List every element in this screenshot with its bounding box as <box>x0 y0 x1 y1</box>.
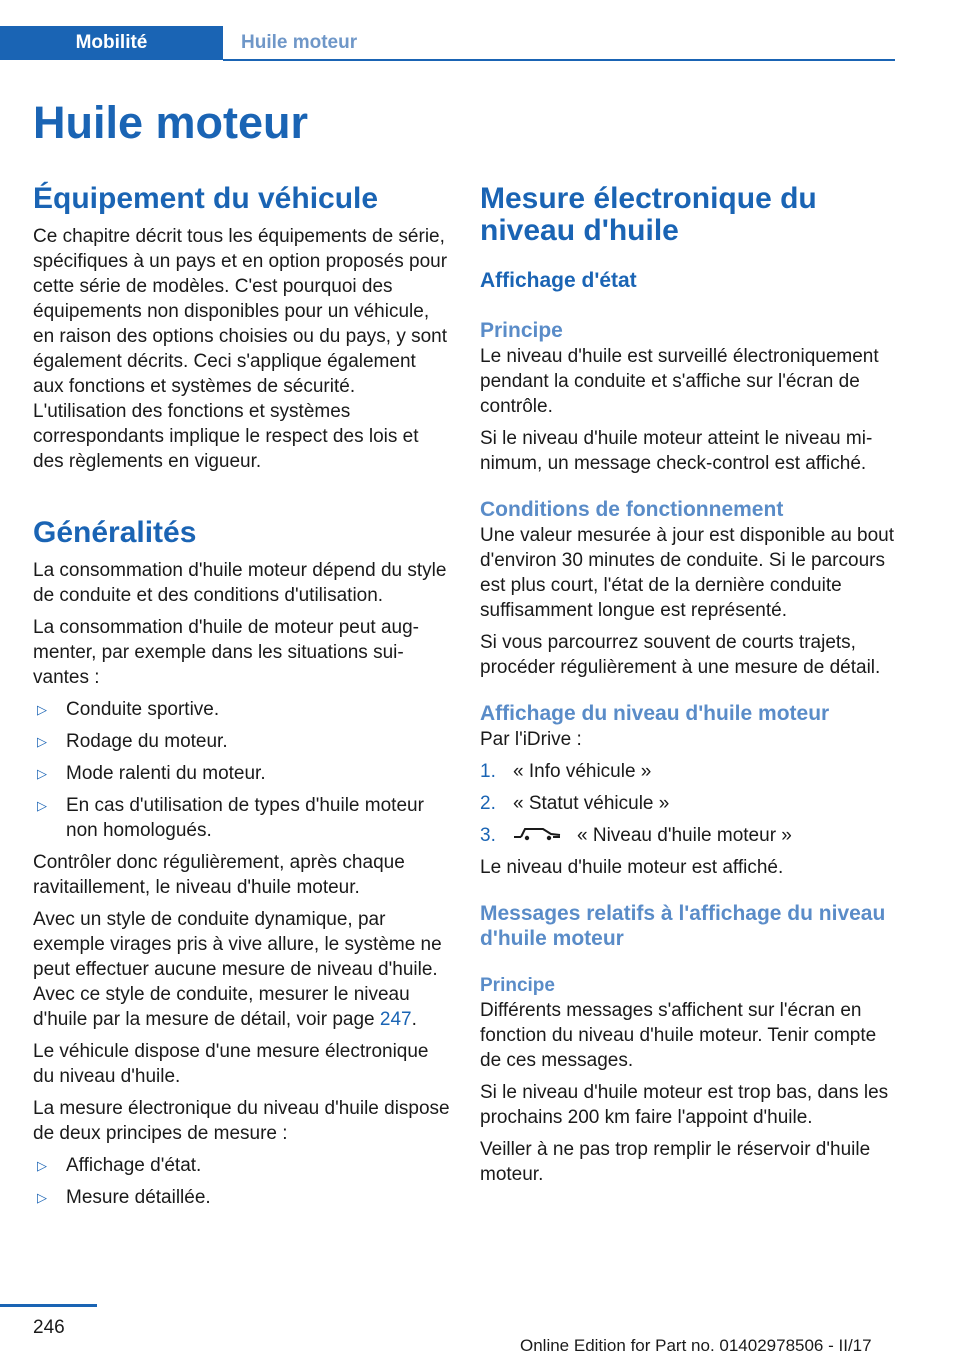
general-paragraph-1: La consommation d'huile moteur dépend du style de conduite et des conditions d'utilisation. <box>33 560 447 606</box>
principles-list <box>33 1153 451 1210</box>
principle-heading: Principe <box>480 319 563 342</box>
header-rule <box>223 59 895 61</box>
triangle-bullet-icon: ▷ <box>37 798 47 813</box>
principle-paragraph-1: Le niveau d'huile est surveillé électroniquement pendant la conduite et s'affiche sur l'écran de contrôle. <box>480 346 879 417</box>
principle-heading-2: Principe <box>480 975 555 997</box>
list-item: ▷ Rodage du moteur. <box>37 731 228 752</box>
status-display-heading: Affichage d'état <box>480 269 637 292</box>
list-item: ▷ Mesure détaillée. <box>37 1187 211 1208</box>
conditions-heading: Conditions de fonctionnement <box>480 498 784 521</box>
header-section-tab: Mobilité <box>0 26 223 60</box>
car-icon <box>513 823 561 848</box>
list-item: ▷ En cas d'utilisation de types d'huile moteur non homologués. <box>37 795 424 841</box>
messages-heading: Messages relatifs à l'affichage du niveau d'huile moteur <box>480 902 886 951</box>
triangle-bullet-icon: ▷ <box>37 1158 47 1173</box>
page-reference-link[interactable]: 247 <box>379 1009 412 1030</box>
footer-rule <box>0 1304 97 1307</box>
conditions-paragraph-1: Une valeur mesurée à jour est disponible au bout d'environ 30 minutes de conduite. Si le parcours est plus court, l'état de la dernière conduite suffisamment longue est représenté. <box>480 525 895 621</box>
oil-level-display-heading: Affichage du niveau d'huile moteur <box>480 702 830 725</box>
edition-note: Online Edition for Part no. 01402978506 - II/17 <box>520 1336 872 1355</box>
equipment-heading: Équipement du véhicule <box>33 182 379 215</box>
messages-paragraph-2: Si le niveau d'huile moteur est trop bas, dans les prochains 200 km faire l'appoint d'huile. <box>480 1082 889 1129</box>
step-item: 1. « Info véhicule » <box>480 761 652 782</box>
list-item: ▷ Mode ralenti du moteur. <box>37 763 266 784</box>
triangle-bullet-icon: ▷ <box>37 1190 47 1205</box>
page-title: Huile moteur <box>33 97 309 148</box>
principle-paragraph-2: Si le niveau d'huile moteur atteint le niveau minimum, un message check-control est affiché. <box>480 428 873 474</box>
step-item: 3. « Niveau d'huile moteur » <box>480 823 898 848</box>
idrive-steps <box>480 759 898 848</box>
general-heading: Généralités <box>33 516 197 549</box>
general-paragraph-4: Avec un style de conduite dynamique, par exemple virages pris à vive allure, le système ne peut effectuer aucune mesure de niveau d'huile. Avec ce style de conduite, mesurer le niveau d'huile par la mesure de détail, voir page 247. <box>33 909 442 1030</box>
situations-list <box>33 697 451 843</box>
general-paragraph-6: La mesure électronique du niveau d'huile dispose de deux principes de mesure : <box>33 1098 450 1144</box>
page-number: 246 <box>33 1317 65 1338</box>
equipment-text: Ce chapitre décrit tous les équipements de série, spécifiques à un pays et en option proposés pour cette série de modèles. C'est pourquoi des équipements non disponibles pour un véhicule, en raison des options choisies ou du pays, y sont également décrits. Ceci s'applique également aux fonctions et systèmes de sécurité. L'utilisation des fonctions et systèmes correspondants implique le respect des lois et des règlements en vigueur. <box>33 226 448 472</box>
general-paragraph-5: Le véhicule dispose d'une mesure électronique du niveau d'huile. <box>33 1041 429 1087</box>
measurement-heading: Mesure électronique du niveau d'huile <box>480 182 817 247</box>
list-item: ▷ Affichage d'état. <box>37 1155 202 1176</box>
left-column <box>33 183 451 1210</box>
general-paragraph-2: La consommation d'huile de moteur peut augmenter, par exemple dans les situations suivantes : <box>33 617 419 688</box>
oil-level-shown-text: Le niveau d'huile moteur est affiché. <box>480 857 784 879</box>
messages-paragraph-1: Différents messages s'affichent sur l'écran en fonction du niveau d'huile moteur. Tenir compte de ces messages. <box>480 1000 877 1072</box>
list-item: ▷ Conduite sportive. <box>37 699 220 720</box>
general-paragraph-3: Contrôler donc régulièrement, après chaque ravitaillement, le niveau d'huile moteur. <box>33 852 405 898</box>
step-item: 2. « Statut véhicule » <box>480 793 670 814</box>
header-chapter-label: Huile moteur <box>241 32 358 53</box>
right-column <box>480 183 898 1187</box>
idrive-intro: Par l'iDrive : <box>480 729 582 750</box>
triangle-bullet-icon: ▷ <box>37 702 47 717</box>
triangle-bullet-icon: ▷ <box>37 734 47 749</box>
conditions-paragraph-2: Si vous parcourrez souvent de courts trajets, procéder régulièrement à une mesure de détail. <box>480 632 881 678</box>
messages-paragraph-3: Veiller à ne pas trop remplir le réservoir d'huile moteur. <box>480 1139 871 1186</box>
triangle-bullet-icon: ▷ <box>37 766 47 781</box>
